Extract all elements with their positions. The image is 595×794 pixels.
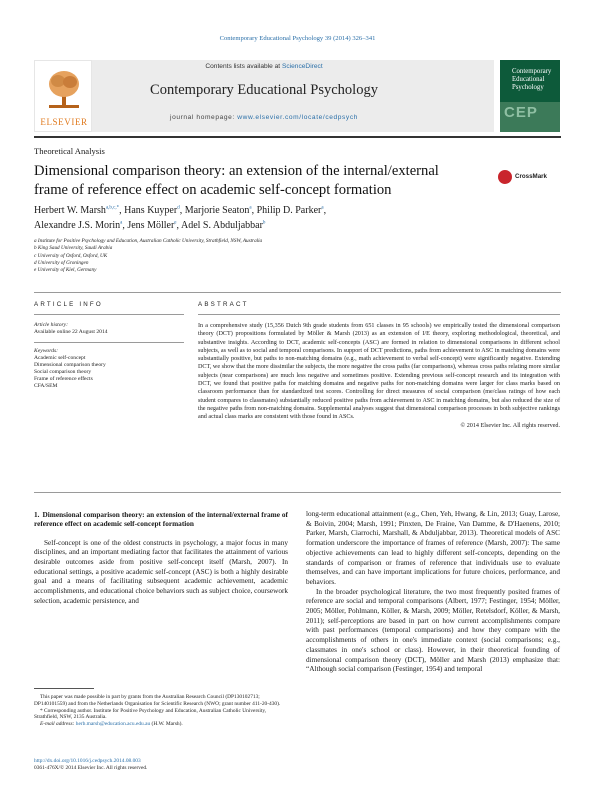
body-paragraph: In the broader psychological literature, the two most frequently posited frames of reference are social and temporal comparisons (Albert, 1977; Festinger, 1954; Möller, 2005; Möller, Pohlmann, Köller, & Marsh, 2009; Möller, Retelsdorf, Köller, & Marsh, 2011); self-perceptions are based in part on how current accomplishments compare with past performances (temporal comparisons) and how they compare with the accomplishments of others in one's immediate context (social comparisons; e.g., classmates in one's school or class). However, in their theoretical founding of dimensional comparison theory (DCT), Möller and Marsh (2013) emphasize that: “Although social comparison (Festinger, 1954) and temporal	[306, 587, 560, 674]
sciencedirect-link[interactable]: ScienceDirect	[281, 63, 323, 70]
abstract-heading: ABSTRACT	[198, 301, 249, 308]
history-label: Article history:	[34, 322, 69, 328]
body-right-column	[306, 510, 560, 675]
affiliation: d University of Groningen	[34, 259, 89, 266]
author[interactable]: Herbert W. Marsh$^{a,b,c,*}$	[34, 205, 120, 216]
email-link[interactable]: herb.marsh@education.acu.edu.au	[75, 721, 151, 728]
elsevier-logo	[34, 60, 92, 132]
contents-line	[34, 63, 494, 70]
journal-title: Contemporary Educational Psychology	[150, 82, 378, 98]
cover-title: Contemporary Educational Psychology	[512, 68, 552, 91]
affiliation: a Institute for Positive Psychology and Education, Australian Catholic University, Strathfield, NSW, Australia	[34, 238, 263, 244]
crossmark-icon	[498, 170, 512, 184]
elsevier-tree-icon	[47, 69, 81, 109]
doi-block	[34, 758, 288, 772]
crossmark-label: CrossMark	[515, 173, 547, 180]
cover-mark: CEP	[504, 104, 538, 121]
author[interactable]: Adel S. Abduljabbar$^b$	[180, 219, 266, 231]
issn-line: 0361-476X/© 2014 Elsevier Inc. All rights reserved.	[34, 765, 148, 771]
section-number: 1.	[34, 510, 40, 519]
author[interactable]: Hans Kuyper$^d$	[124, 205, 180, 216]
abstract-end-rule	[34, 492, 561, 493]
author-list: Herbert W. Marsh$^{a,b,c,*}$, Hans Kuyper$^d$, Marjorie Seaton$^a$, Philip D. Parker$^a$, Alexandre J.S. Morin$^a$, Jens Möller$^e$, Adel S. Abduljabbar$^b$	[34, 205, 327, 231]
corresponding-author-footnote: * Corresponding author. Institute for Positive Psychology and Education, Australian Catholic University, Strathfield, NSW, 2135 Australia.	[34, 707, 267, 721]
journal-homepage	[34, 114, 494, 121]
journal-cover-image	[500, 60, 560, 132]
author[interactable]: Alexandre J.S. Morin$^a$	[34, 219, 123, 231]
footnotes	[34, 694, 288, 728]
affiliation: b King Saud University, Saudi Arabia	[34, 245, 113, 252]
keyword: Social comparison theory	[34, 368, 92, 375]
contents-prefix: Contents lists available at	[205, 63, 281, 70]
keyword: Academic self-concept	[34, 354, 86, 361]
section-heading	[34, 510, 288, 529]
body-paragraph: Self-concept is one of the oldest constructs in psychology, a major focus in many disciplines, and an important mediating factor that facilitates the attainment of various desirable outcomes aside from positive self-concept itself (Marsh, 2007). In educational settings, a positive academic self-concept (ASC) is both a highly desirable goal and a means of facilitating subsequent academic achievement, academic accomplishments, and educational choice behaviors such as subject choice, coursework selection, academic persistence, and	[34, 538, 288, 605]
affiliation: c University of Oxford, Oxford, UK	[34, 252, 108, 259]
homepage-link[interactable]: www.elsevier.com/locate/cedpsych	[237, 114, 358, 121]
publisher-name: ELSEVIER	[40, 117, 88, 127]
info-divider	[34, 342, 184, 343]
article-info-heading: ARTICLE INFO	[34, 301, 103, 308]
abstract-copyright: © 2014 Elsevier Inc. All rights reserved.	[460, 422, 560, 429]
homepage-prefix: journal homepage:	[170, 114, 235, 121]
doi-link[interactable]: http://dx.doi.org/10.1016/j.cedpsych.2014.08.003	[34, 758, 141, 764]
keyword: CFA/SEM	[34, 382, 58, 389]
affiliation: e University of Kiel, Germany	[34, 267, 97, 274]
affiliations	[34, 238, 454, 274]
article-info	[34, 322, 184, 390]
funding-footnote: This paper was made possible in part by grants from the Australian Research Council (DP130102713; DP140101559) and from the Netherlands Organisation for Scientific Research (NWO; grant number 411-20-430).	[34, 694, 281, 707]
email-label: E-mail address:	[40, 721, 75, 728]
crossmark-badge[interactable]	[498, 170, 558, 186]
journal-header	[34, 60, 494, 132]
abstract	[198, 322, 560, 430]
article-info-rule	[34, 314, 184, 315]
keyword: Dimensional comparison theory	[34, 361, 106, 368]
author[interactable]: Jens Möller$^e$	[127, 219, 177, 231]
body-left-column	[34, 510, 288, 607]
keywords-label: Keywords:	[34, 347, 59, 354]
body-paragraph: long-term educational attainment (e.g., Chen, Yeh, Hwang, & Lin, 2013; Guay, Larose, & Boivin, 2004; Marsh, 1991; Pinxten, De Fraine, Van Damme, & D'Haenens, 2010; Parker, Marsh, Ciarrochi, Marshall, & Abduljabbar, 2013). Theoretical models of ASC formation underscore the importance of frames of reference (Marsh, 2007): The same objective achievements can lead to highly different self-concepts, depending on the standards of comparison or frames of reference that individuals use to evaluate themselves, and can have important implications for future choices, performance, and behaviors.	[306, 510, 560, 586]
affiliation-rule	[34, 292, 561, 293]
article-title: Dimensional comparison theory: an extension of the internal/external frame of reference effect on academic self-concept formation	[34, 163, 439, 198]
footnote-rule	[34, 688, 94, 689]
running-head[interactable]: Contemporary Educational Psychology 39 (2014) 326–341	[219, 35, 376, 42]
header-rule	[34, 136, 561, 138]
history-value: Available online 22 August 2014	[34, 329, 108, 335]
author[interactable]: Philip D. Parker$^a$	[256, 205, 324, 216]
author[interactable]: Marjorie Seaton$^a$	[184, 205, 252, 216]
abstract-text: In a comprehensive study (15,356 Dutch 9th grade students from 651 classes in 95 schools) we empirically tested the dimensional comparison theory (DCT) propositions formulated by Möller & Marsh (2013) as an extension of I/E theory, exploring methodological, theoretical, and substantive insights. According to DCT, academic self-concepts (ASC) are formed in relation to dimensional comparisons in different school subjects, as well as to social and temporal comparisons. In support of DCT predictions, paths from achievement to ASC in matching domains were substantially positive, but paths to non-matching domains (e.g., math achievement to verbal self-concept) were significantly negative. Extending DCT, we show that the more dissimilar the subjects, the more negative the cross paths (far comparisons), whereas cross paths relating more similar subjects (near comparisons) are much less negative and sometimes positive. Extending previous self-concept research and its integration with DCT, we found that positive paths for matching domains and negative paths for non-matching domains were larger for class marks based on classroom performance than for standardized test scores. Controlling for direct measures of social comparison (me/class ratings of how each student compares to classmates) substantially reduced positive paths from achievement to ASC in matching domains, but also reduced the size of the negative paths from non-matching domains. Supplemental analyses suggest that dimensional comparison processes in both subjective rankings and actual class marks are consistent with those found in ASCs.	[198, 323, 560, 421]
email-footnote	[34, 721, 288, 728]
abstract-rule	[198, 314, 560, 315]
section-title: Dimensional comparison theory: an extension of the internal/external frame of reference effect on academic self-concept formation	[34, 510, 288, 529]
email-suffix: (H.W. Marsh).	[151, 721, 183, 728]
keyword: Frame of reference effects	[34, 375, 93, 382]
article-type: Theoretical Analysis	[34, 146, 105, 156]
